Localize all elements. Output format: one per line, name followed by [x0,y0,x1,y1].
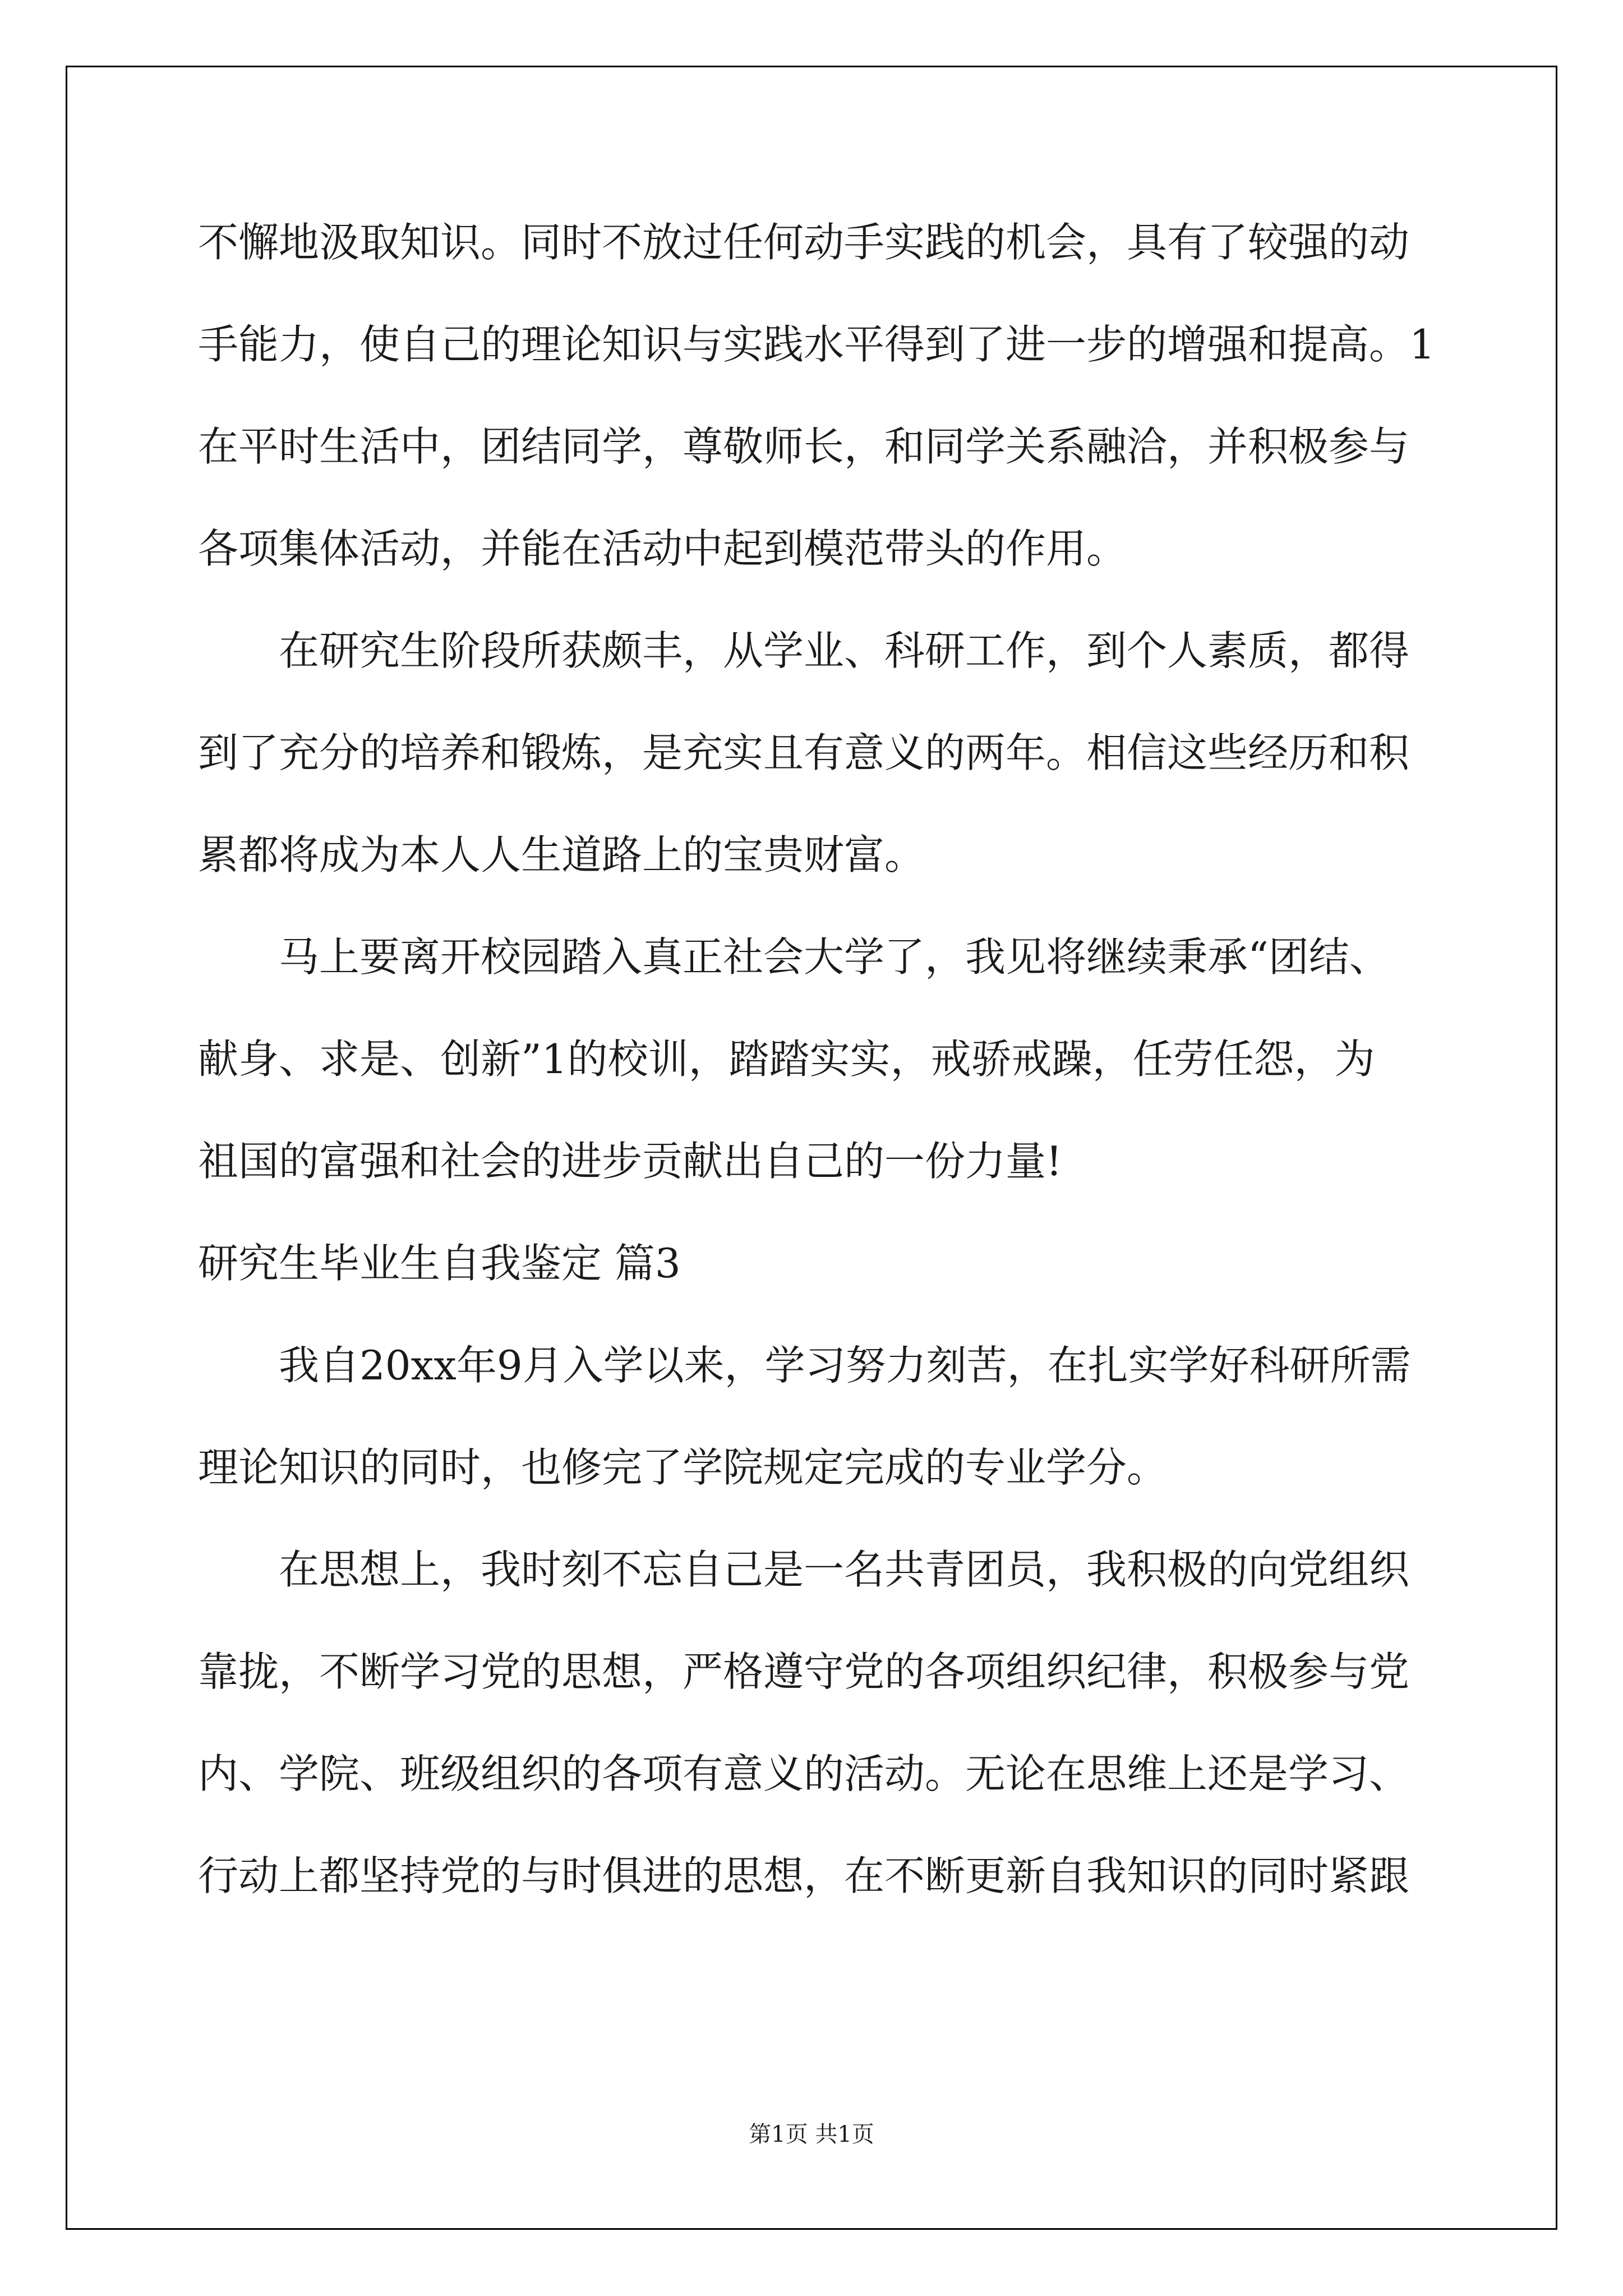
text-line: 各项集体活动，并能在活动中起到模范带头的作用。 [198,525,1127,572]
text-line: 在平时生活中，团结同学，尊敬师长，和同学关系融洽，并积极参与 [198,423,1410,470]
page-footer: 第1页 共1页 [749,2122,874,2147]
text-line: 手能力，使自己的理论知识与实践水平得到了进一步的增强和提高。1 [198,321,1435,368]
section-heading: 研究生毕业生自我鉴定 篇3 [198,1240,681,1287]
text-line: 行动上都坚持党的与时俱进的思想，在不断更新自我知识的同时紧跟 [198,1852,1410,1899]
paragraph-start-line: 在思想上，我时刻不忘自己是一名共青团员，我积极的向党组织 [279,1546,1410,1593]
text-line: 到了充分的培养和锻炼，是充实且有意义的两年。相信这些经历和积 [198,729,1410,776]
text-line: 献身、求是、创新”1的校训，踏踏实实，戒骄戒躁，任劳任怨，为 [198,1036,1375,1083]
text-line: 靠拢，不断学习党的思想，严格遵守党的各项组织纪律，积极参与党 [198,1648,1410,1695]
text-line: 累都将成为本人人生道路上的宝贵财富。 [198,831,925,878]
text-line: 不懈地汲取知识。同时不放过任何动手实践的机会，具有了较强的动 [198,219,1410,266]
paragraph-start-line: 马上要离开校园踏入真正社会大学了，我见将继续秉承“团结、 [279,933,1390,981]
paragraph-start-line: 我自20xx年9月入学以来，学习努力刻苦，在扎实学好科研所需 [279,1342,1411,1389]
text-line: 祖国的富强和社会的进步贡献出自己的一份力量! [198,1138,1062,1185]
paragraph-start-line: 在研究生阶段所获颇丰，从学业、科研工作，到个人素质，都得 [279,627,1410,674]
text-line: 内、学院、班级组织的各项有意义的活动。无论在思维上还是学习、 [198,1750,1410,1797]
text-line: 理论知识的同时，也修完了学院规定完成的专业学分。 [198,1444,1168,1491]
